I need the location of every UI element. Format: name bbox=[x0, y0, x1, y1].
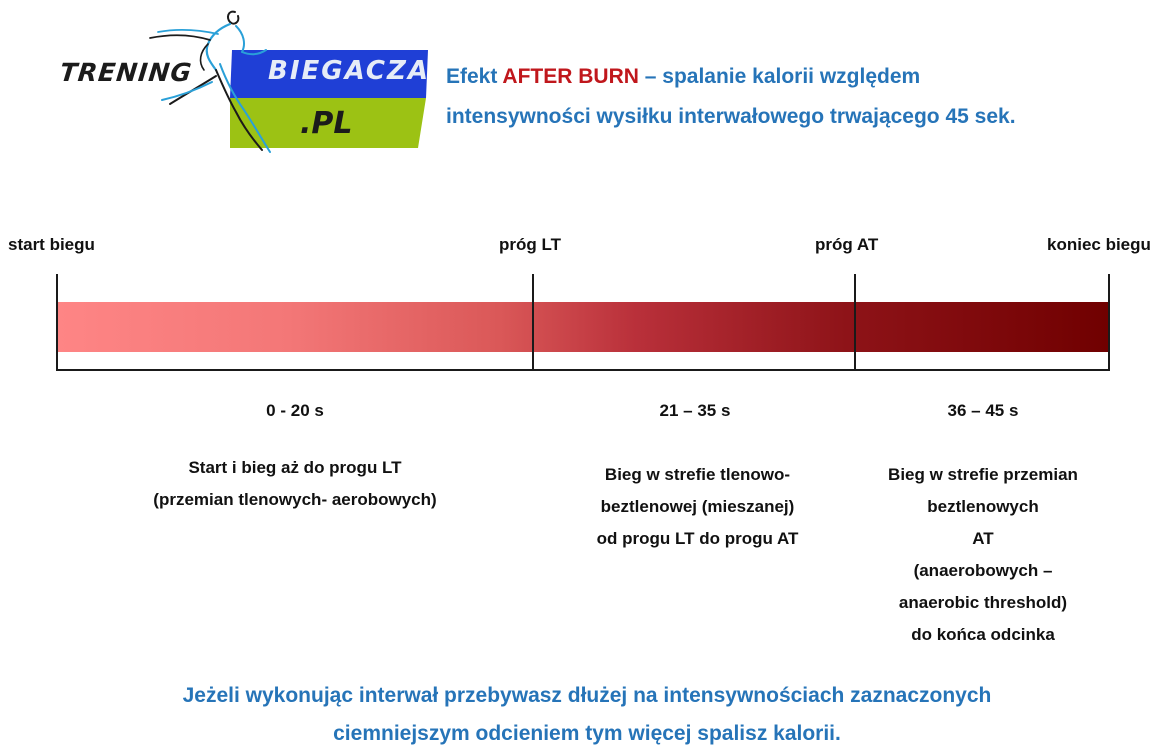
diagram-title bbox=[446, 57, 1166, 137]
segment-3-range: 36 – 45 s bbox=[947, 401, 1019, 420]
segment-1-description bbox=[110, 452, 480, 516]
title-line-2: intensywności wysiłku interwałowego trwającego 45 sek. bbox=[446, 105, 1016, 128]
footer-note bbox=[0, 677, 1174, 753]
title-suffix: – spalanie kalorii względem bbox=[638, 65, 921, 88]
trening-biegacza-logo bbox=[40, 0, 440, 160]
segment-2-range: 21 – 35 s bbox=[659, 401, 731, 420]
segment-3-description bbox=[853, 459, 1113, 651]
segment-2-desc-line: od progu LT do progu AT bbox=[596, 529, 799, 548]
segment-3-desc-line: (anaerobowych – bbox=[913, 561, 1053, 580]
marker-label-start: start biegu bbox=[8, 235, 95, 254]
footer-line-2: ciemniejszym odcieniem tym więcej spalisz kalorii. bbox=[333, 722, 841, 745]
segment-2-description bbox=[565, 459, 830, 555]
logo-text-biegacza: BIEGACZA bbox=[268, 56, 430, 86]
logo-text-trening: TRENING bbox=[58, 58, 194, 87]
tick-at-threshold bbox=[854, 274, 856, 371]
logo-text-pl: .PL bbox=[300, 106, 353, 141]
segment-3-desc-line: Bieg w strefie przemian bbox=[888, 465, 1078, 484]
segment-1-range: 0 - 20 s bbox=[266, 401, 324, 420]
title-accent-after-burn: AFTER BURN bbox=[502, 65, 639, 88]
marker-label-at: próg AT bbox=[815, 235, 879, 254]
segment-3-desc-line: anaerobic threshold) bbox=[898, 593, 1068, 612]
segment-3-desc-line: do końca odcinka bbox=[911, 625, 1055, 644]
segment-1-desc-line: (przemian tlenowych- aerobowych) bbox=[153, 490, 437, 509]
marker-label-end: koniec biegu bbox=[1047, 235, 1151, 254]
segment-2-desc-line: Bieg w strefie tlenowo- bbox=[604, 465, 791, 484]
tick-lt-threshold bbox=[532, 274, 534, 371]
title-line-1 bbox=[446, 57, 1166, 97]
segment-1-desc-line: Start i bieg aż do progu LT bbox=[188, 458, 402, 477]
footer-line-1: Jeżeli wykonując interwał przebywasz dłużej na intensywnościach zaznaczonych bbox=[182, 684, 992, 707]
segment-3-desc-line: beztlenowych bbox=[927, 497, 1039, 516]
title-prefix: Efekt bbox=[446, 65, 503, 88]
segment-2-desc-line: beztlenowej (mieszanej) bbox=[600, 497, 795, 516]
timeline-baseline bbox=[57, 369, 1110, 371]
tick-start bbox=[56, 274, 58, 371]
intensity-gradient-bar bbox=[58, 302, 1109, 352]
marker-label-lt: próg LT bbox=[499, 235, 561, 254]
tick-end bbox=[1108, 274, 1110, 371]
segment-3-desc-line: AT bbox=[972, 529, 994, 548]
